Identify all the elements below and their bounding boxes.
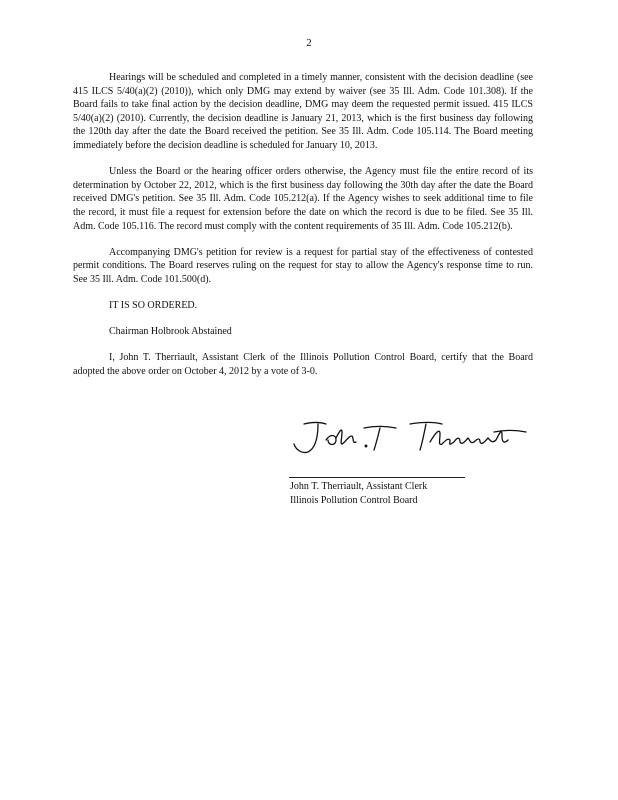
signature-line [289, 477, 465, 478]
handwritten-signature [290, 418, 530, 458]
abstain-statement: Chairman Holbrook Abstained [109, 326, 232, 338]
paragraph-record: Unless the Board or the hearing officer orders otherwise, the Agency must file the entire record of its determination by October 22, 2012, which is the first business day following the 30th day after the date the Board received DMG's petition. See 35 Ill. Adm. Code 105.212(a). If the Agency wishes to seek additional time to file the record, it must file a request for extension before the date on which the record is due to be filed. See 35 Ill. Adm. Code 105.116. The record must comply with the content requirements of 35 Ill. Adm. Code 105.212(b). [73, 166, 533, 232]
paragraph-stay-request: Accompanying DMG's petition for review is a request for partial stay of the effectiveness of contested permit conditions. The Board reserves ruling on the request for stay to allow the Agency's response time to run. See 35 Ill. Adm. Code 101.500(d). [73, 246, 533, 285]
signature-block [290, 480, 427, 507]
order-statement: IT IS SO ORDERED. [109, 300, 198, 312]
signer-name-title: John T. Therriault, Assistant Clerk [290, 481, 428, 492]
paragraph-hearings: Hearings will be scheduled and completed in a timely manner, consistent with the decision deadline (see 415 ILCS 5/40(a)(2) (2010)), which only DMG may extend by waiver (see 35 Ill. Adm. Code 101.308). If the Board fails to take final action by the decision deadline, DMG may deem the requested permit issued. 415 ILCS 5/40(a)(2) (2010). Currently, the decision deadline is January 21, 2013, which is the first business day following the 120th day after the date the Board received the petition. See 35 Ill. Adm. Code 105.114. The Board meeting immediately before the decision deadline is scheduled for January 10, 2013. [73, 72, 533, 151]
page-number: 2 [306, 37, 312, 49]
signer-organization: Illinois Pollution Control Board [290, 494, 418, 506]
certification-statement: I, John T. Therriault, Assistant Clerk of the Illinois Pollution Control Board, certify that the Board adopted the above order on October 4, 2012 by a vote of 3-0. [73, 352, 533, 378]
order-body [73, 71, 533, 391]
